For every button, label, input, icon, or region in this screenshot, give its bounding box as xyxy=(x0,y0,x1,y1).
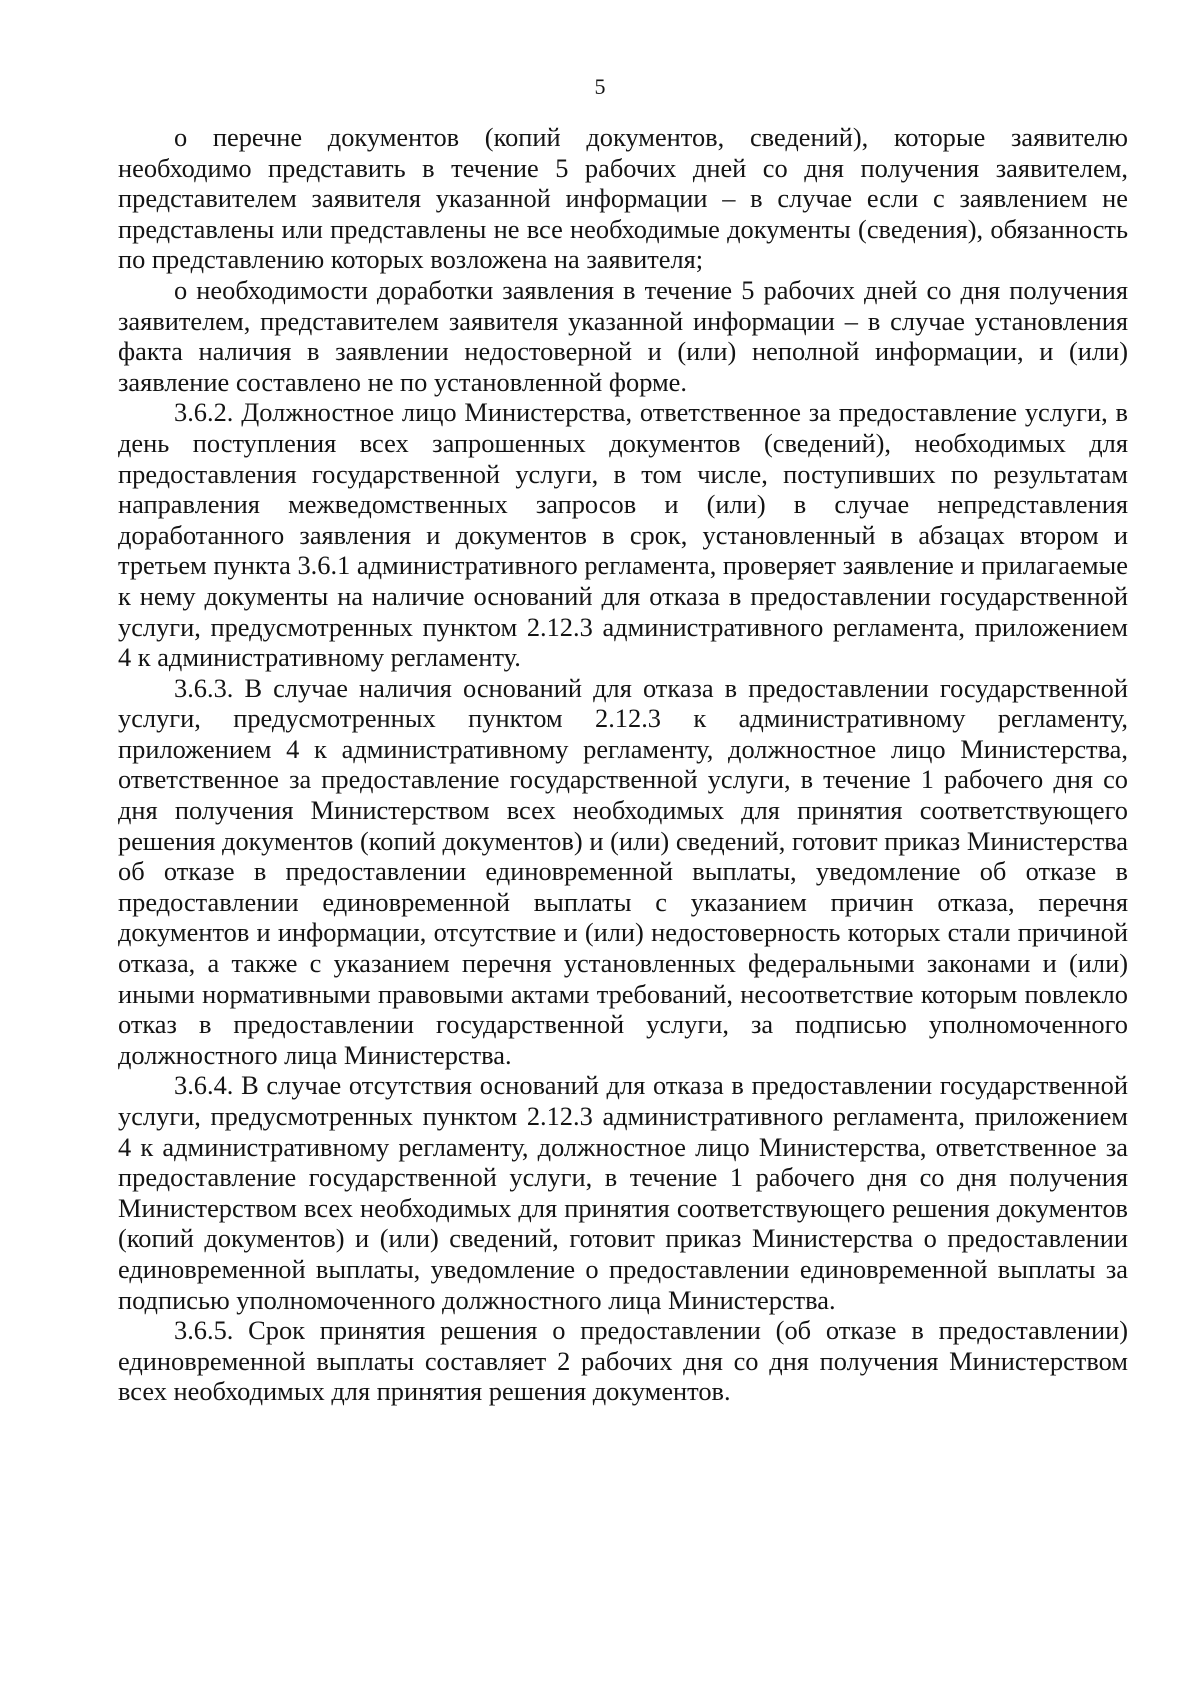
paragraph-application-revision-notice: о необходимости доработки заявления в течение 5 рабочих дней со дня получения заявителем, представителем заявителя указанной информации – в случае установления факта наличия в заявлении недостоверной и (или) неполной информации, и (или) заявление составлено не по установленной форме. xyxy=(118,274,1128,397)
page-number: 5 xyxy=(594,74,606,99)
paragraph-3-6-3: 3.6.3. В случае наличия оснований для отказа в предоставлении государственной услуги, предусмотренных пунктом 2.12.3 к административному регламенту, приложением 4 к административному регламенту, должностное лицо Министерства, ответственное за предоставление государственной услуги, в течение 1 рабочего дня со дня получения Министерством всех необходимых для принятия соответствующего решения документов (копий документов) и (или) сведений, готовит приказ Министерства об отказе в предоставлении единовременной выплаты, уведомление об отказе в предоставлении единовременной выплаты с указанием причин отказа, перечня документов и информации, отсутствие и (или) недостоверность которых стали причиной отказа, а также с указанием перечня установленных федеральными законами и (или) иными нормативными правовыми актами требований, несоответствие которым повлекло отказ в предоставлении государственной услуги, за подписью уполномоченного должностного лица Министерства. xyxy=(118,672,1128,1070)
paragraph-3-6-5: 3.6.5. Срок принятия решения о предоставлении (об отказе в предоставлении) единовременной выплаты составляет 2 рабочих дня со дня получения Министерством всех необходимых для принятия решения документов. xyxy=(118,1315,1128,1407)
document-body xyxy=(118,122,1128,1407)
paragraph-3-6-2: 3.6.2. Должностное лицо Министерства, ответственное за предоставление услуги, в день поступления всех запрошенных документов (сведений), необходимых для предоставления государственной услуги, в том числе, поступивших по результатам направления межведомственных запросов и (или) в случае непредставления доработанного заявления и документов в срок, установленный в абзацах втором и третьем пункта 3.6.1 административного регламента, проверяет заявление и прилагаемые к нему документы на наличие оснований для отказа в предоставлении государственной услуги, предусмотренных пунктом 2.12.3 административного регламента, приложением 4 к административному регламенту. xyxy=(118,397,1128,673)
paragraph-3-6-4: 3.6.4. В случае отсутствия оснований для отказа в предоставлении государственной услуги, предусмотренных пунктом 2.12.3 административного регламента, приложением 4 к административному регламенту, должностное лицо Министерства, ответственное за предоставление государственной услуги, в течение 1 рабочего дня со дня получения Министерством всех необходимых для принятия соответствующего решения документов (копий документов) и (или) сведений, готовит приказ Министерства о предоставлении единовременной выплаты, уведомление о предоставлении единовременной выплаты за подписью уполномоченного должностного лица Министерства. xyxy=(118,1070,1128,1315)
paragraph-document-list-notice: о перечне документов (копий документов, сведений), которые заявителю необходимо представить в течение 5 рабочих дней со дня получения заявителем, представителем заявителя указанной информации – в случае если с заявлением не представлены или представлены не все необходимые документы (сведения), обязанность по представлению которых возложена на заявителя; xyxy=(118,122,1128,275)
